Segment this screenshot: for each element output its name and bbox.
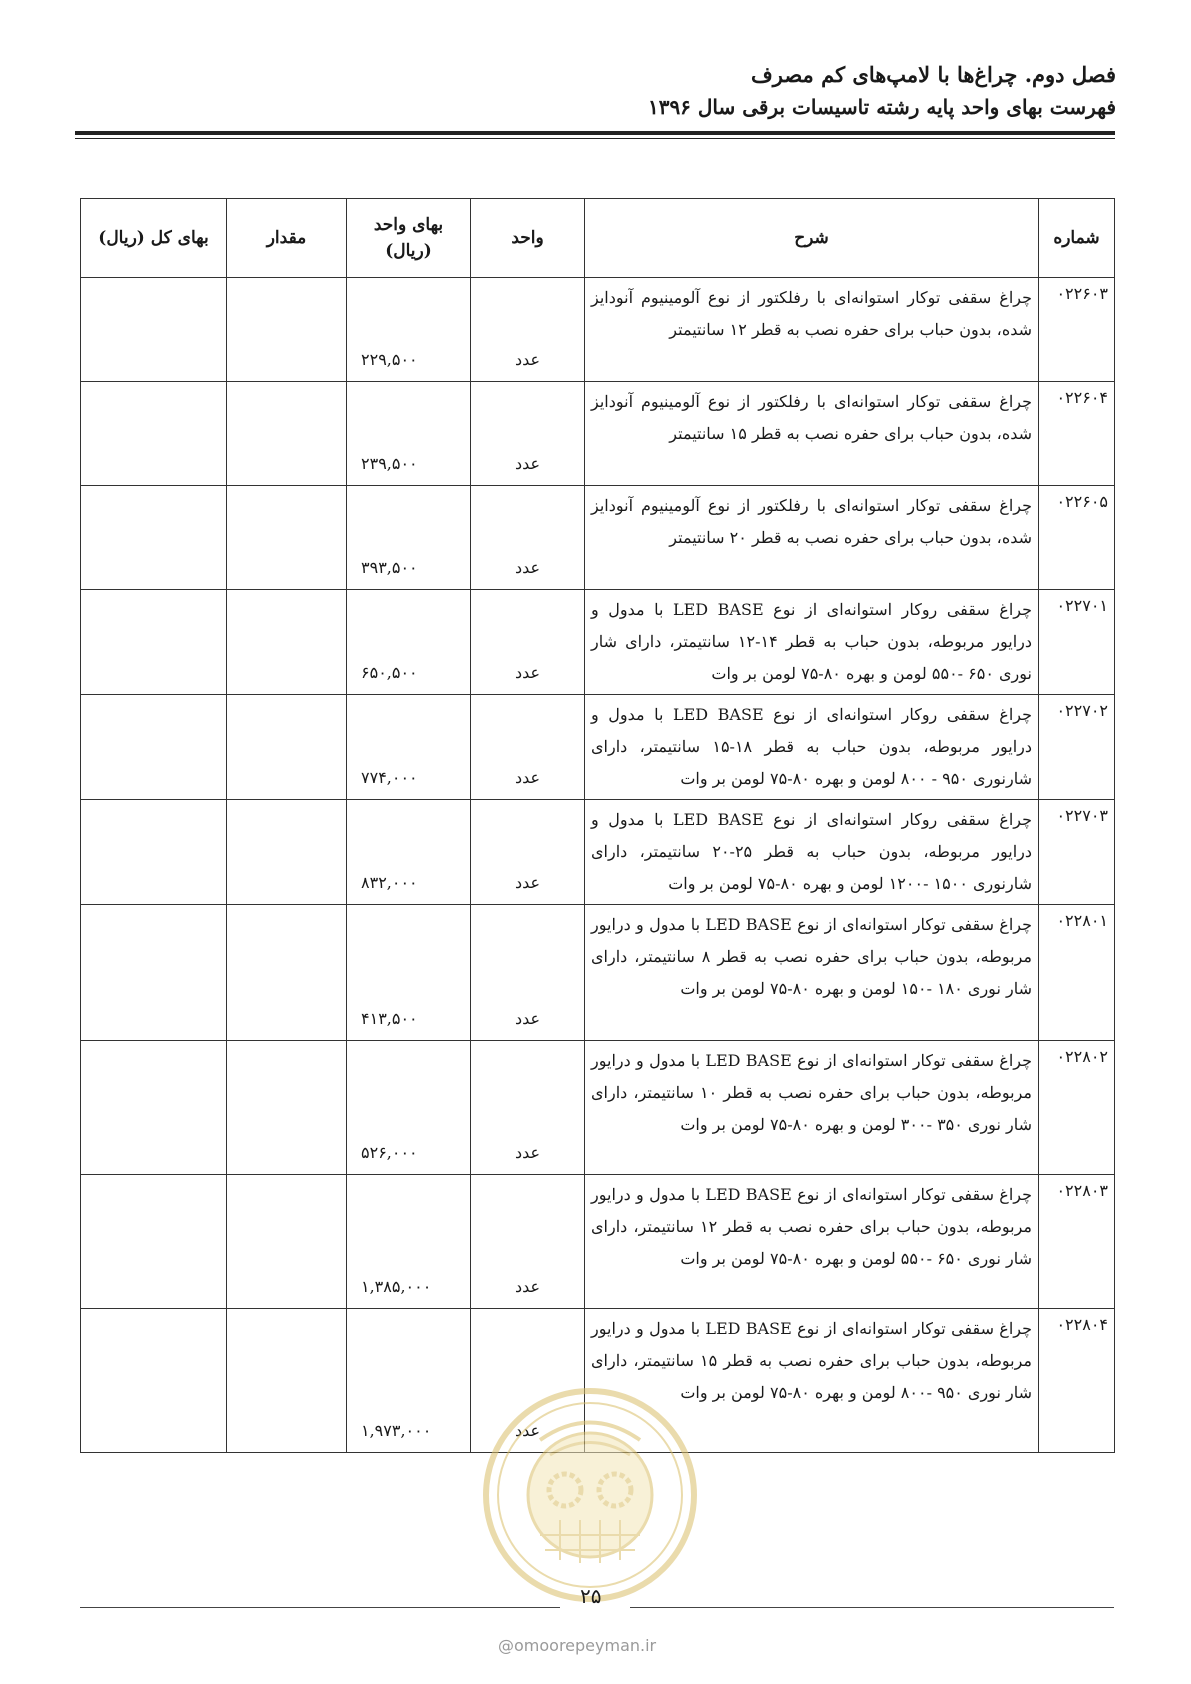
item-unit: عدد bbox=[471, 905, 585, 1041]
item-description: چراغ سقفی توکار استوانه‌ای از نوع LED BASE با مدول و درایور مربوطه، بدون حباب برای حفره نصب به قطر ۱۰ سانتیمتر، دارای شار نوری ۳۵۰ -۳۰۰ لومن و بهره ۸۰-۷۵ لومن بر وات bbox=[585, 1041, 1039, 1175]
item-unit-price: ۲۳۹,۵۰۰ bbox=[347, 382, 471, 486]
item-number: ۰۲۲۶۰۴ bbox=[1039, 382, 1115, 486]
item-number: ۰۲۲۷۰۲ bbox=[1039, 695, 1115, 800]
item-quantity bbox=[227, 382, 347, 486]
item-total-price bbox=[81, 695, 227, 800]
item-total-price bbox=[81, 800, 227, 905]
website-watermark: @omoorepeyman.ir bbox=[498, 1636, 657, 1655]
column-header-total-price: بهای کل (ریال) bbox=[81, 199, 227, 278]
item-unit-price: ۱,۹۷۳,۰۰۰ bbox=[347, 1309, 471, 1453]
item-unit-price: ۱,۳۸۵,۰۰۰ bbox=[347, 1175, 471, 1309]
item-number: ۰۲۲۶۰۳ bbox=[1039, 278, 1115, 382]
item-total-price bbox=[81, 486, 227, 590]
item-unit-price: ۵۲۶,۰۰۰ bbox=[347, 1041, 471, 1175]
table-row bbox=[81, 590, 1115, 695]
item-number: ۰۲۲۸۰۲ bbox=[1039, 1041, 1115, 1175]
item-number: ۰۲۲۸۰۴ bbox=[1039, 1309, 1115, 1453]
table-row bbox=[81, 278, 1115, 382]
item-unit-price: ۳۹۳,۵۰۰ bbox=[347, 486, 471, 590]
page-header bbox=[648, 60, 1116, 124]
table-row bbox=[81, 1175, 1115, 1309]
item-unit-price: ۸۳۲,۰۰۰ bbox=[347, 800, 471, 905]
column-header-unit: واحد bbox=[471, 199, 585, 278]
item-quantity bbox=[227, 278, 347, 382]
column-header-description: شرح bbox=[585, 199, 1039, 278]
item-number: ۰۲۲۸۰۳ bbox=[1039, 1175, 1115, 1309]
column-header-quantity: مقدار bbox=[227, 199, 347, 278]
item-unit-price: ۲۲۹,۵۰۰ bbox=[347, 278, 471, 382]
item-unit: عدد bbox=[471, 382, 585, 486]
price-list-table bbox=[80, 198, 1115, 1453]
item-total-price bbox=[81, 1309, 227, 1453]
item-unit: عدد bbox=[471, 1309, 585, 1453]
item-unit: عدد bbox=[471, 1041, 585, 1175]
item-quantity bbox=[227, 800, 347, 905]
header-rule-thick bbox=[75, 131, 1115, 135]
item-number: ۰۲۲۸۰۱ bbox=[1039, 905, 1115, 1041]
unit-price-currency: (ریال) bbox=[385, 241, 432, 261]
item-description: چراغ سقفی توکار استوانه‌ای با رفلکتور از نوع آلومینیوم آنودایز شده، بدون حباب برای حفره نصب به قطر ۱۵ سانتیمتر bbox=[585, 382, 1039, 486]
item-description: چراغ سقفی توکار استوانه‌ای از نوع LED BASE با مدول و درایور مربوطه، بدون حباب برای حفره نصب به قطر ۱۲ سانتیمتر، دارای شار نوری ۶۵۰ -۵۵۰ لومن و بهره ۸۰-۷۵ لومن بر وات bbox=[585, 1175, 1039, 1309]
chapter-title: فصل دوم. چراغ‌ها با لامپ‌های کم مصرف bbox=[750, 62, 1116, 87]
item-description: چراغ سقفی توکار استوانه‌ای با رفلکتور از نوع آلومینیوم آنودایز شده، بدون حباب برای حفره نصب به قطر ۱۲ سانتیمتر bbox=[585, 278, 1039, 382]
item-description: چراغ سقفی روکار استوانه‌ای از نوع LED BASE با مدول و درایور مربوطه، بدون حباب به قطر ۱۴-۱۲ سانتیمتر، دارای شار نوری ۶۵۰ -۵۵۰ لومن و بهره ۸۰-۷۵ لومن بر وات bbox=[585, 590, 1039, 695]
item-number: ۰۲۲۷۰۱ bbox=[1039, 590, 1115, 695]
item-unit: عدد bbox=[471, 486, 585, 590]
table-row bbox=[81, 695, 1115, 800]
item-quantity bbox=[227, 486, 347, 590]
item-unit: عدد bbox=[471, 800, 585, 905]
item-quantity bbox=[227, 695, 347, 800]
table-header-row bbox=[81, 199, 1115, 278]
column-header-number: شماره bbox=[1039, 199, 1115, 278]
footer-rule-right bbox=[630, 1607, 1114, 1608]
item-quantity bbox=[227, 590, 347, 695]
item-unit: عدد bbox=[471, 278, 585, 382]
table-row bbox=[81, 486, 1115, 590]
item-unit-price: ۶۵۰,۵۰۰ bbox=[347, 590, 471, 695]
item-unit: عدد bbox=[471, 590, 585, 695]
table-row bbox=[81, 800, 1115, 905]
table-row bbox=[81, 1041, 1115, 1175]
item-number: ۰۲۲۷۰۳ bbox=[1039, 800, 1115, 905]
header-rule-thin bbox=[75, 138, 1115, 139]
item-unit-price: ۴۱۳,۵۰۰ bbox=[347, 905, 471, 1041]
organization-seal-watermark bbox=[480, 1385, 700, 1605]
column-header-unit-price bbox=[347, 199, 471, 278]
item-total-price bbox=[81, 278, 227, 382]
item-description: چراغ سقفی روکار استوانه‌ای از نوع LED BASE با مدول و درایور مربوطه، بدون حباب به قطر ۲۵-۲۰ سانتیمتر، دارای شارنوری ۱۵۰۰ -۱۲۰۰ لومن و بهره ۸۰-۷۵ لومن بر وات bbox=[585, 800, 1039, 905]
item-number: ۰۲۲۶۰۵ bbox=[1039, 486, 1115, 590]
document-title: فهرست بهای واحد پایه رشته تاسیسات برقی سال ۱۳۹۶ bbox=[647, 95, 1116, 119]
item-quantity bbox=[227, 1175, 347, 1309]
page-number: ۲۵ bbox=[580, 1584, 602, 1608]
item-total-price bbox=[81, 382, 227, 486]
item-quantity bbox=[227, 1309, 347, 1453]
item-description: چراغ سقفی توکار استوانه‌ای از نوع LED BASE با مدول و درایور مربوطه، بدون حباب برای حفره نصب به قطر ۱۵ سانتیمتر، دارای شار نوری ۹۵۰ -۸۰۰ لومن و بهره ۸۰-۷۵ لومن بر وات bbox=[585, 1309, 1039, 1453]
table-row bbox=[81, 905, 1115, 1041]
item-total-price bbox=[81, 1041, 227, 1175]
item-description: چراغ سقفی روکار استوانه‌ای از نوع LED BASE با مدول و درایور مربوطه، بدون حباب به قطر ۱۸-۱۵ سانتیمتر، دارای شارنوری ۹۵۰ - ۸۰۰ لومن و بهره ۸۰-۷۵ لومن بر وات bbox=[585, 695, 1039, 800]
item-unit: عدد bbox=[471, 1175, 585, 1309]
table-row bbox=[81, 382, 1115, 486]
item-total-price bbox=[81, 1175, 227, 1309]
item-quantity bbox=[227, 1041, 347, 1175]
item-unit-price: ۷۷۴,۰۰۰ bbox=[347, 695, 471, 800]
footer-rule-left bbox=[80, 1607, 560, 1608]
item-total-price bbox=[81, 905, 227, 1041]
item-total-price bbox=[81, 590, 227, 695]
item-description: چراغ سقفی توکار استوانه‌ای از نوع LED BASE با مدول و درایور مربوطه، بدون حباب برای حفره نصب به قطر ۸ سانتیمتر، دارای شار نوری ۱۸۰ -۱۵۰ لومن و بهره ۸۰-۷۵ لومن بر وات bbox=[585, 905, 1039, 1041]
unit-price-label: بهای واحد bbox=[373, 215, 444, 235]
item-unit: عدد bbox=[471, 695, 585, 800]
item-description: چراغ سقفی توکار استوانه‌ای با رفلکتور از نوع آلومینیوم آنودایز شده، بدون حباب برای حفره نصب به قطر ۲۰ سانتیمتر bbox=[585, 486, 1039, 590]
item-quantity bbox=[227, 905, 347, 1041]
